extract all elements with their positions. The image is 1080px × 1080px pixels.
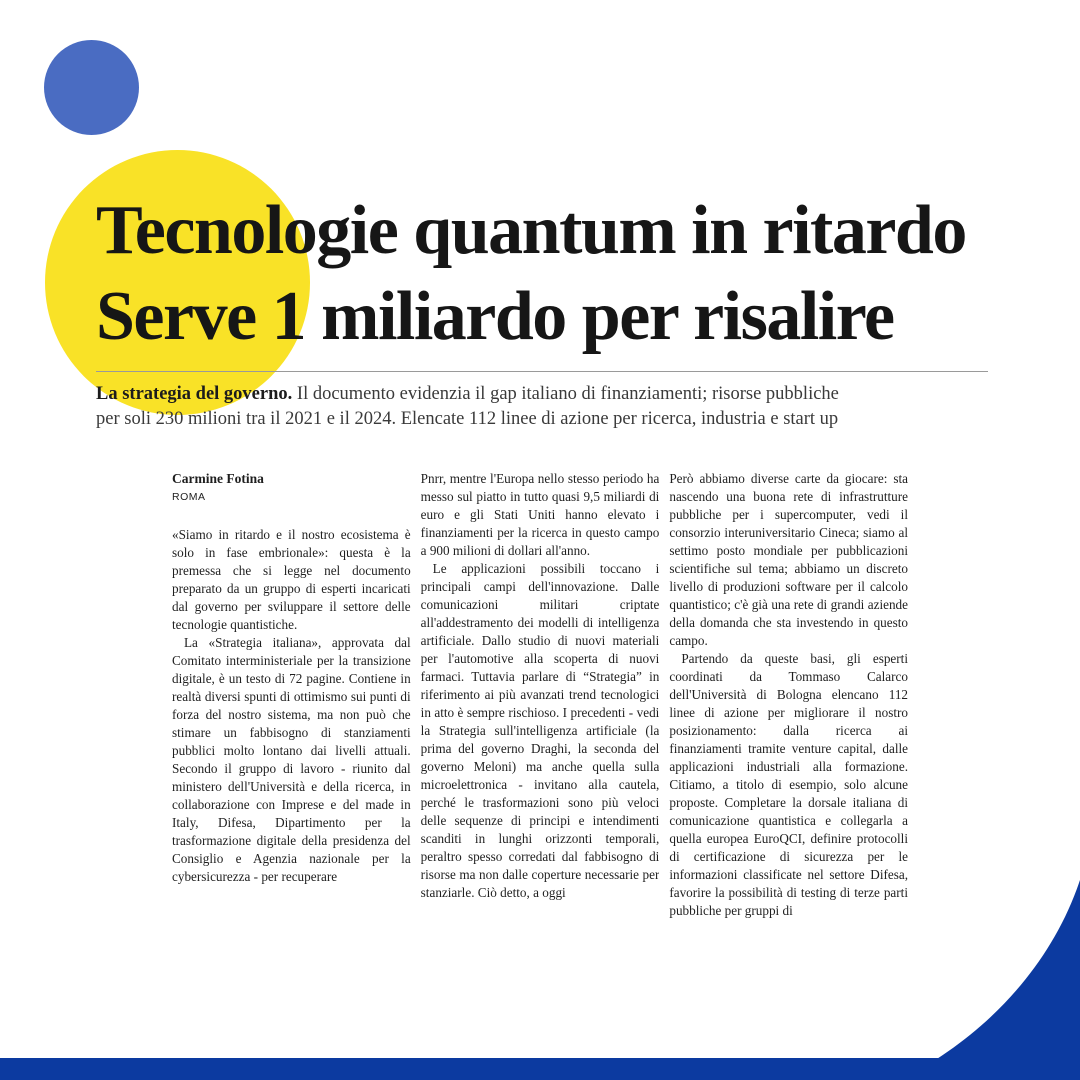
- dateline-location: ROMA: [172, 491, 206, 503]
- subheadline-kicker: La strategia del governo.: [96, 384, 293, 404]
- paragraph: Le applicazioni possibili toccano i principali campi dell'innovazione. Dalle comunicazioni militari criptate all'addestramento dei modelli di intelligenza artificiale. Dallo studio di nuovi materiali per l'automotive alla scoperta di nuovi farmaci. Tuttavia parlare di “Strategia” in riferimento ai più avanzati trend tecnologici in atto è sempre rischioso. I precedenti - vedi la Strategia sull'intelligenza artificiale (la prima del governo Draghi, la seconda del governo Meloni) ma anche quella sulla microelettronica - invitano alla cautela, perché le trasformazioni sono più veloci delle sequenze di principi e intendimenti scanditi in lunghi orizzonti temporali, peraltro spesso corredati dal fabbisogno di risorse ma non dalle coperture necessarie per stanziarle. Ciò detto, a oggi: [420, 561, 660, 900]
- paragraph: Pnrr, mentre l'Europa nello stesso periodo ha messo sul piatto in tutto quasi 9,5 miliardi di euro e gli Stati Uniti hanno elevato i finanziamenti per la ricerca in questo campo a 900 milioni di dollari all'anno.: [420, 471, 660, 558]
- paragraph: Partendo da queste basi, gli esperti coordinati da Tommaso Calarco dell'Università di Bologna elencano 112 linee di azione per migliorare il nostro posizionamento: dalla ricerca ai finanziamenti tramite venture capital, dalle applicazioni industriali alla formazione. Citiamo, a titolo di esempio, solo alcune proposte. Completare la dorsale italiana di comunicazione quantistica e collegarla a quella europea EuroQCI, definire protocolli di certificazione di sicurezza per le informazioni classificate nel settore Difesa, favorire la possibilità di testing di terze parti pubbliche per gruppi di: [669, 651, 908, 918]
- subheadline-line-2: per soli 230 milioni tra il 2021 e il 2024. Elencate 112 linee di azione per ricerca, industria e start up: [96, 409, 839, 429]
- headline-line-1: Tecnologie quantum in ritardo: [96, 192, 966, 269]
- headline-line-2: Serve 1 miliardo per risalire: [96, 278, 894, 355]
- paragraph: Però abbiamo diverse carte da giocare: sta nascendo una buona rete di infrastrutture pubbliche per i supercomputer, vedi il consorzio interuniversitario Cineca; siamo al settimo posto mondiale per pubblicazioni scientifiche sul tema; abbiamo un discreto livello di produzioni software per il calcolo quantistico; c'è già una rete di grandi aziende della domanda che sta investendo in questo campo.: [669, 471, 908, 648]
- paragraph: La «Strategia italiana», approvata dal Comitato interministeriale per la transizione digitale, è un testo di 72 pagine. Contiene in realtà diversi spunti di ottimismo sui punti di forza del nostro sistema, ma non può che stimare un fabbisogno di stanziamenti pubblici molto lontano dai livelli attuali. Secondo il gruppo di lavoro - riunito dal ministero dell'Università e della ricerca, in collaborazione con Imprese e del made in Italy, Difesa, Dipartimento per la trasformazione digitale della presidenza del Consiglio e Agenzia nazionale per la cybersicurezza - per recuperare: [172, 635, 411, 884]
- paragraph: «Siamo in ritardo e il nostro ecosistema è solo in fase embrionale»: questa è la premessa che si legge nel documento preparato da un gruppo di esperti incaricati dal governo per sviluppare il settore delle tecnologie quantistiche.: [172, 527, 411, 632]
- subheadline-text-1: Il documento evidenzia il gap italiano di finanziamenti; risorse pubbliche: [296, 384, 839, 404]
- bottom-bar-decoration: [0, 1058, 1080, 1080]
- author-byline: Carmine Fotina: [172, 471, 264, 486]
